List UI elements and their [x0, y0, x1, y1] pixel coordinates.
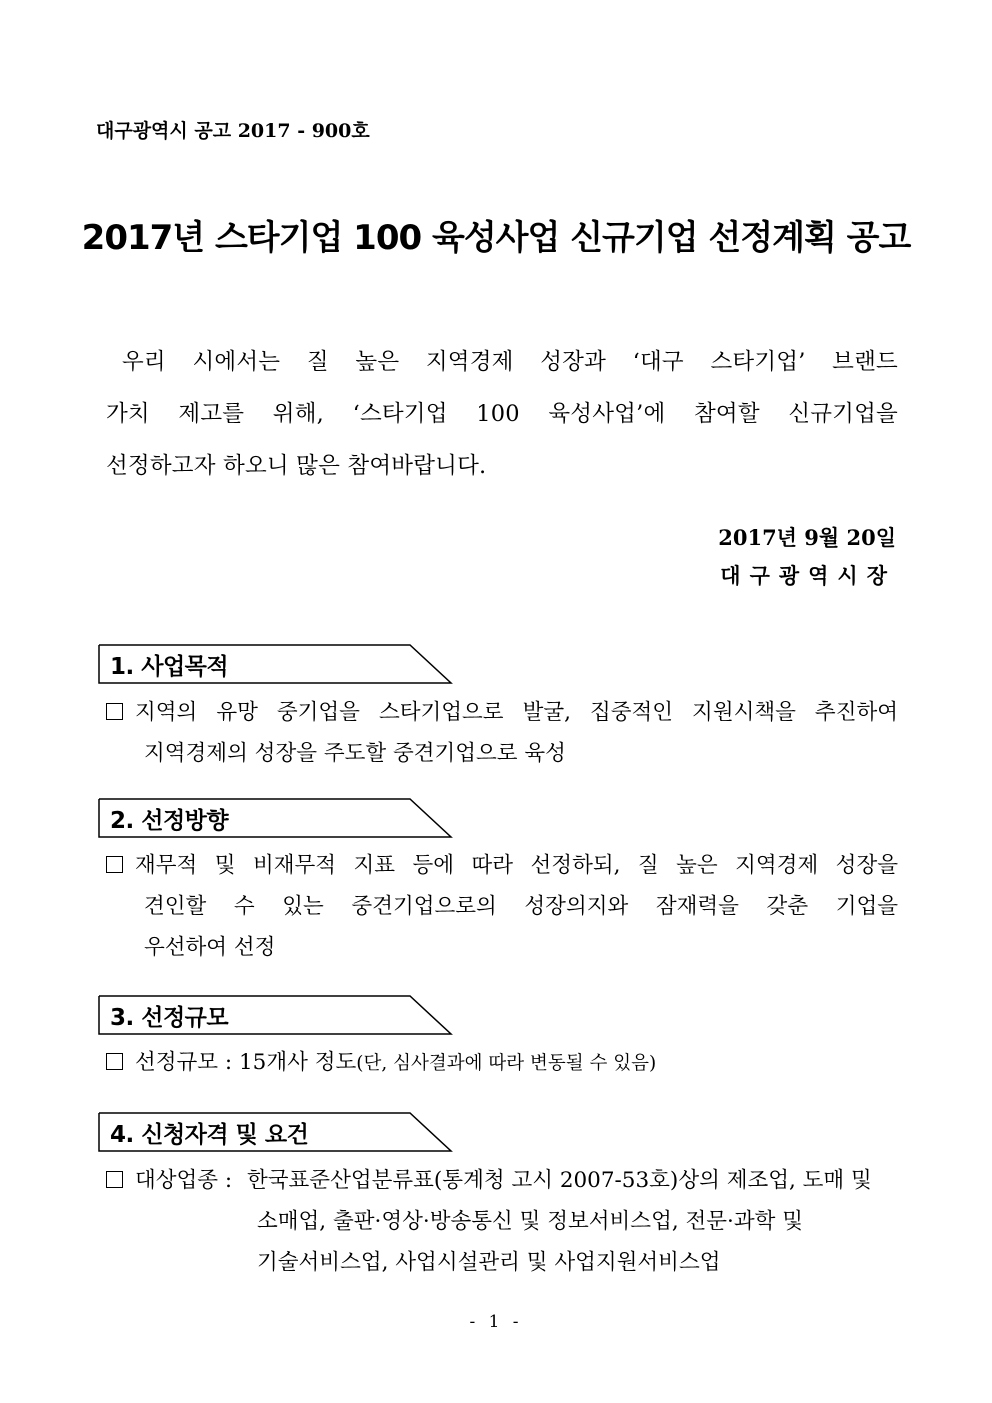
section-3-body: [106, 1042, 898, 1084]
section-3-line: [106, 1042, 898, 1084]
checkbox-icon: [106, 1053, 123, 1070]
section-4-line: 기술서비스업, 사업시설관리 및 사업지원서비스업: [257, 1250, 721, 1275]
signature-date: 2017년 9월 20일: [718, 525, 896, 550]
target-industry-label: 대상업종 :: [135, 1168, 233, 1193]
selection-scale-label: 선정규모 :: [135, 1050, 233, 1075]
section-1-line: 지역의 유망 중기업을 스타기업으로 발굴, 집중적인 지원시책을 추진하여: [106, 692, 898, 733]
section-heading-label: 2. 선정방향: [110, 808, 229, 834]
section-heading-label: 3. 선정규모: [110, 1005, 229, 1031]
selection-scale-value: 15개사 정도: [239, 1050, 357, 1075]
section-heading-4: [98, 1112, 454, 1152]
section-1-body: [106, 692, 898, 774]
intro-line: 우리 시에서는 질 높은 지역경제 성장과 ‘대구 스타기업’ 브랜드: [122, 349, 898, 375]
checkbox-icon: [106, 856, 123, 873]
section-2-line: 견인할 수 있는 중견기업으로의 성장의지와 잠재력을 갖춘 기업을: [144, 894, 898, 919]
intro-line: 선정하고자 하오니 많은 참여바랍니다.: [106, 453, 487, 479]
section-2-line: 재무적 및 비재무적 지표 등에 따라 선정하되, 질 높은 지역경제 성장을: [106, 845, 898, 886]
checkbox-icon: [106, 703, 123, 720]
page-number: - 1 -: [469, 1312, 523, 1332]
section-heading-label: 4. 신청자격 및 요건: [110, 1122, 309, 1148]
section-1-line: 지역경제의 성장을 주도할 중견기업으로 육성: [144, 741, 566, 766]
section-heading-1: [98, 644, 454, 684]
section-4-line: 대상업종 : 한국표준산업분류표(통계청 고시 2007-53호)상의 제조업, 도매 및: [106, 1160, 898, 1201]
section-heading-3: [98, 995, 454, 1035]
section-4-line: 소매업, 출판·영상·방송통신 및 정보서비스업, 전문·과학 및: [257, 1209, 804, 1234]
section-2-body: [106, 845, 898, 968]
signature-organization: 대구광역시장: [720, 563, 896, 588]
intro-line: 가치 제고를 위해, ‘스타기업 100 육성사업’에 참여할 신규기업을: [106, 401, 898, 427]
section-heading-label: 1. 사업목적: [110, 654, 229, 680]
notice-number: 대구광역시 공고 2017 - 900호: [96, 120, 370, 142]
section-heading-2: [98, 798, 454, 838]
selection-scale-note: (단, 심사결과에 따라 변동될 수 있음): [356, 1053, 657, 1074]
intro-paragraph: [106, 336, 898, 492]
checkbox-icon: [106, 1171, 123, 1188]
document-title: 2017년 스타기업 100 육성사업 신규기업 선정계획 공고: [81, 218, 911, 258]
section-2-line: 우선하여 선정: [144, 935, 276, 960]
section-4-body: [106, 1160, 898, 1283]
